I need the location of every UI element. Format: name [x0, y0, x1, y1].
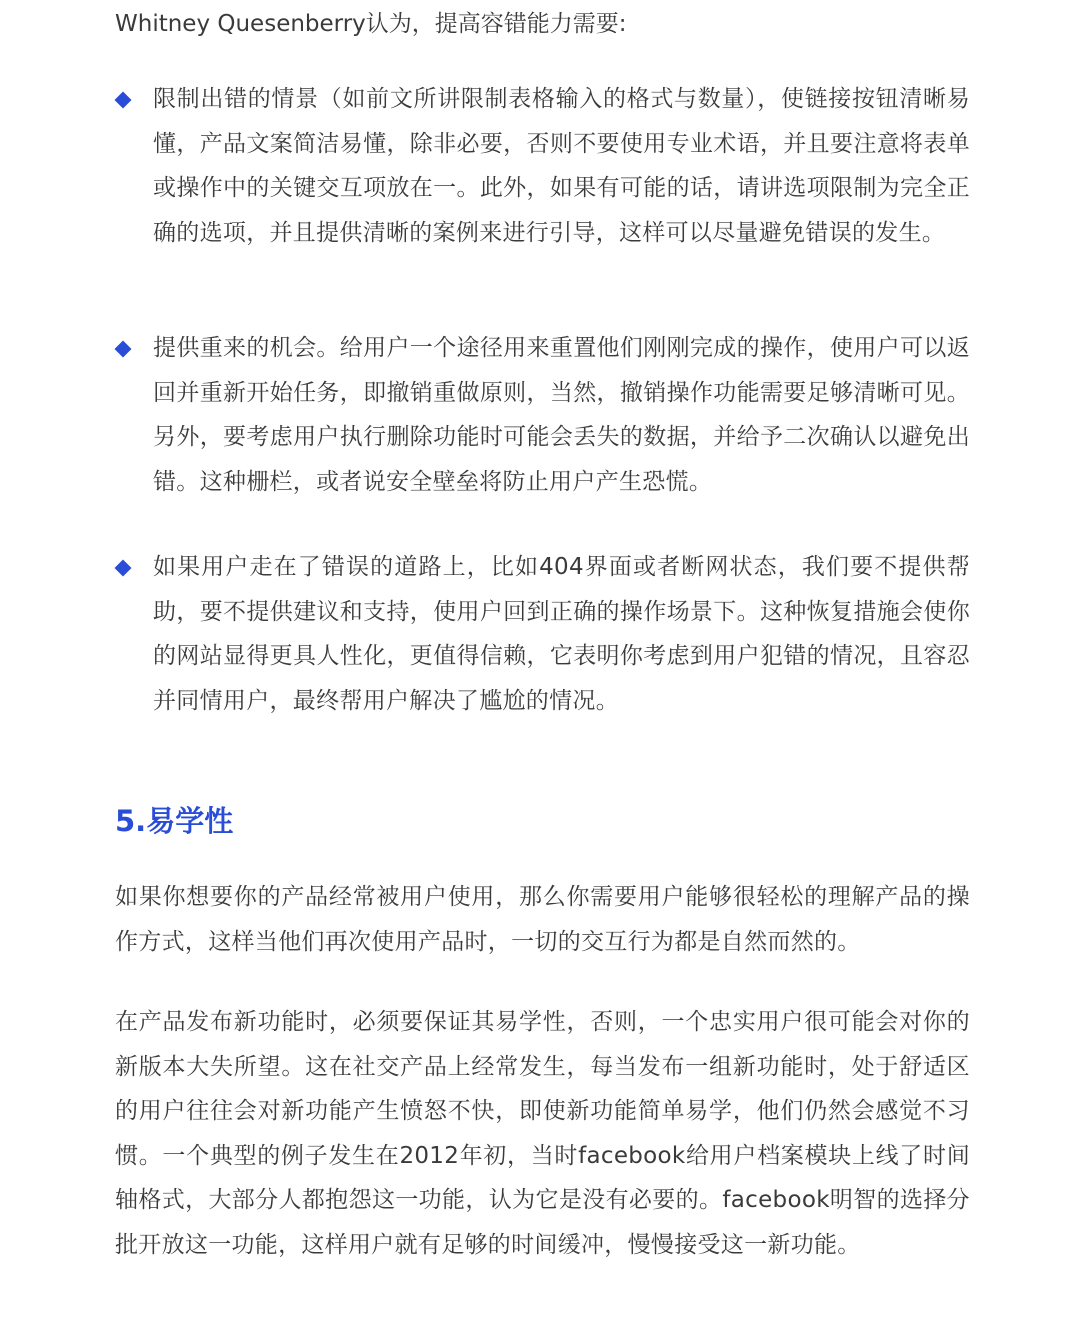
bullet-item: [115, 545, 970, 723]
section-paragraph: 如果你想要你的产品经常被用户使用，那么你需要用户能够很轻松的理解产品的操作方式，这样当他们再次使用产品时，一切的交互行为都是自然而然的。: [115, 884, 970, 955]
bullet-text: 提供重来的机会。给用户一个途径用来重置他们刚刚完成的操作，使用户可以返回并重新开始任务，即撤销重做原则，当然，撤销操作功能需要足够清晰可见。另外，要考虑用户执行删除功能时可能会丢失的数据，并给予二次确认以避免出错。这种栅栏，或者说安全壁垒将防止用户产生恐慌。: [153, 335, 970, 495]
section-heading: 5.易学性: [115, 804, 234, 838]
bullet-item: [115, 77, 970, 255]
intro-text: Whitney Quesenberry认为，提高容错能力需要:: [115, 11, 627, 37]
diamond-bullet-icon: [115, 341, 132, 358]
diamond-bullet-icon: [115, 560, 132, 577]
bullet-text: 限制出错的情景（如前文所讲限制表格输入的格式与数量），使链接按钮清晰易懂，产品文案简洁易懂，除非必要，否则不要使用专业术语，并且要注意将表单或操作中的关键交互项放在一。此外，如果有可能的话，请讲选项限制为完全正确的选项，并且提供清晰的案例来进行引导，这样可以尽量避免错误的发生。: [153, 86, 970, 246]
diamond-bullet-icon: [115, 92, 132, 109]
bullet-item: [115, 326, 970, 504]
bullet-text: 如果用户走在了错误的道路上，比如404界面或者断网状态，我们要不提供帮助，要不提供建议和支持，使用户回到正确的操作场景下。这种恢复措施会使你的网站显得更具人性化，更值得信赖，它表明你考虑到用户犯错的情况，且容忍并同情用户，最终帮用户解决了尴尬的情况。: [153, 554, 970, 714]
section-paragraph: 在产品发布新功能时，必须要保证其易学性，否则，一个忠实用户很可能会对你的新版本大失所望。这在社交产品上经常发生，每当发布一组新功能时，处于舒适区的用户往往会对新功能产生愤怒不快，即使新功能简单易学，他们仍然会感觉不习惯。一个典型的例子发生在2012年初，当时facebook给用户档案模块上线了时间轴格式，大部分人都抱怨这一功能，认为它是没有必要的。facebook明智的选择分批开放这一功能，这样用户就有足够的时间缓冲，慢慢接受这一新功能。: [115, 1009, 970, 1258]
